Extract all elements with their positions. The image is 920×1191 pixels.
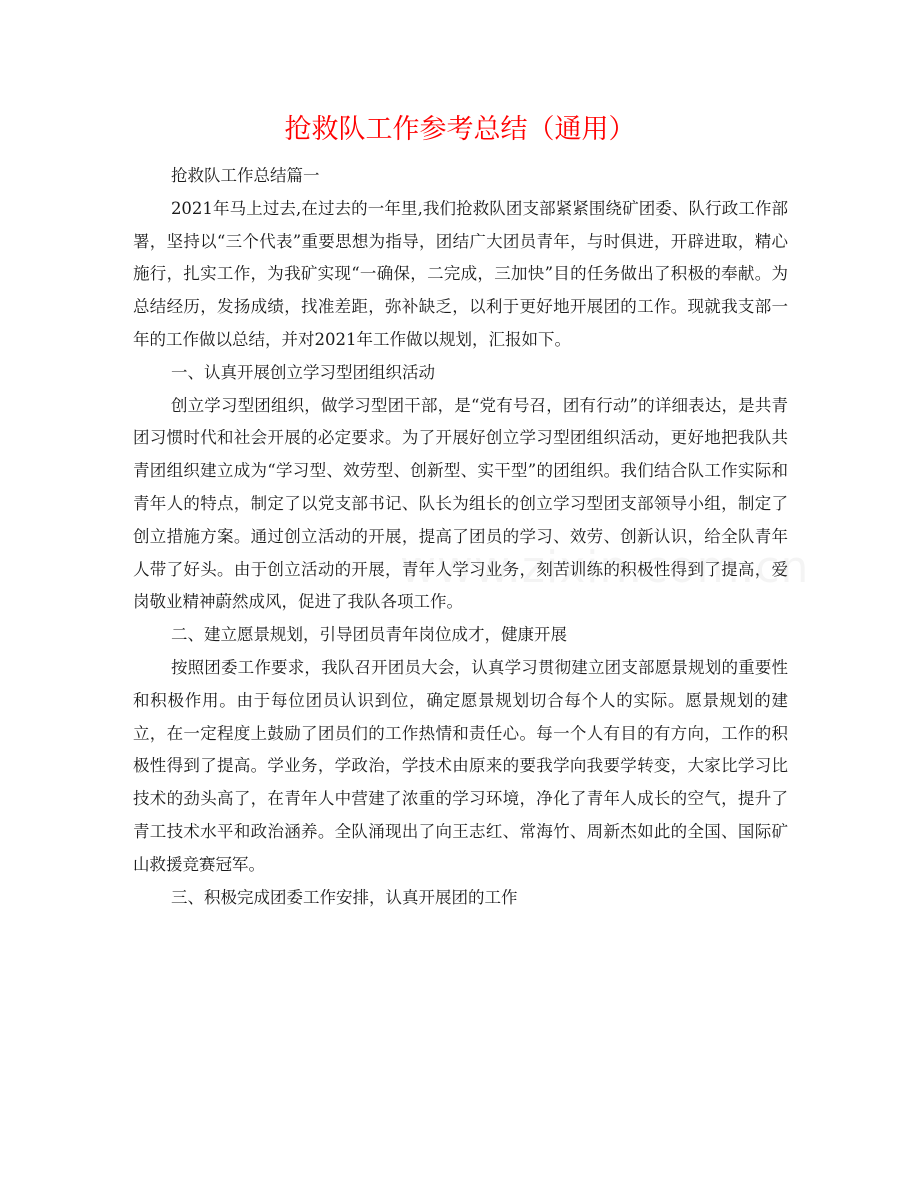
body-paragraph: 按照团委工作要求，我队召开团员大会，认真学习贯彻建立团支部愿景规划的重要性和积极作用。由于每位团员认识到位，确定愿景规划切合每个人的实际。愿景规划的建立，在一定程度上鼓励了团员们的工作热情和责任心。每一个人有目的有方向，工作的积极性得到了提高。学业务，学政治，学技术由原来的要我学向我要学转变，大家比学习比技术的劲头高了，在青年人中营建了浓重的学习环境，净化了青年人成长的空气，提升了青工技术水平和政治涵养。全队涌现出了向王志红、常海竹、周新杰如此的全国、国际矿山救援竞赛冠军。	[133, 657, 788, 874]
body-paragraph: 创立学习型团组织，做学习型团干部，是“党有号召，团有行动”的详细表达，是共青团习惯时代和社会开展的必定要求。为了开展好创立学习型团组织活动，更好地把我队共青团组织建立成为“学习型、效劳型、创新型、实干型”的团组织。我们结合队工作实际和青年人的特点，制定了以党支部书记、队长为组长的创立学习型团支部领导小组，制定了创立措施方案。通过创立活动的开展，提高了团员的学习、效劳、创新认识，给全队青年人带了好头。由于创立活动的开展，青年人学习业务，刻苦训练的积极性得到了提高，爱岗敬业精神蔚然成风，促进了我队各项工作。	[133, 395, 788, 612]
section-heading: 抢救队工作总结篇一	[170, 166, 320, 185]
document-title: 抢救队工作参考总结（通用）	[284, 114, 636, 145]
intro-paragraph: 2021年马上过去,在过去的一年里,我们抢救队团支部紧紧围绕矿团委、队行政工作部署，坚持以“三个代表”重要思想为指导，团结广大团员青年，与时俱进，开辟进取，精心施行，扎实工作，为我矿实现“一确保，二完成，三加快”目的任务做出了积极的奉献。为总结经历，发扬成绩，找准差距，弥补缺乏，以利于更好地开展团的工作。现就我支部一年的工作做以总结，并对2021年工作做以规划，汇报如下。	[133, 198, 788, 349]
section-heading: 一、认真开展创立学习型团组织活动	[170, 362, 435, 382]
document-body	[133, 160, 788, 914]
section-heading: 二、建立愿景规划，引导团员青年岗位成才，健康开展	[170, 625, 567, 645]
section-heading: 三、积极完成团委工作安排，认真开展团的工作	[170, 887, 518, 907]
